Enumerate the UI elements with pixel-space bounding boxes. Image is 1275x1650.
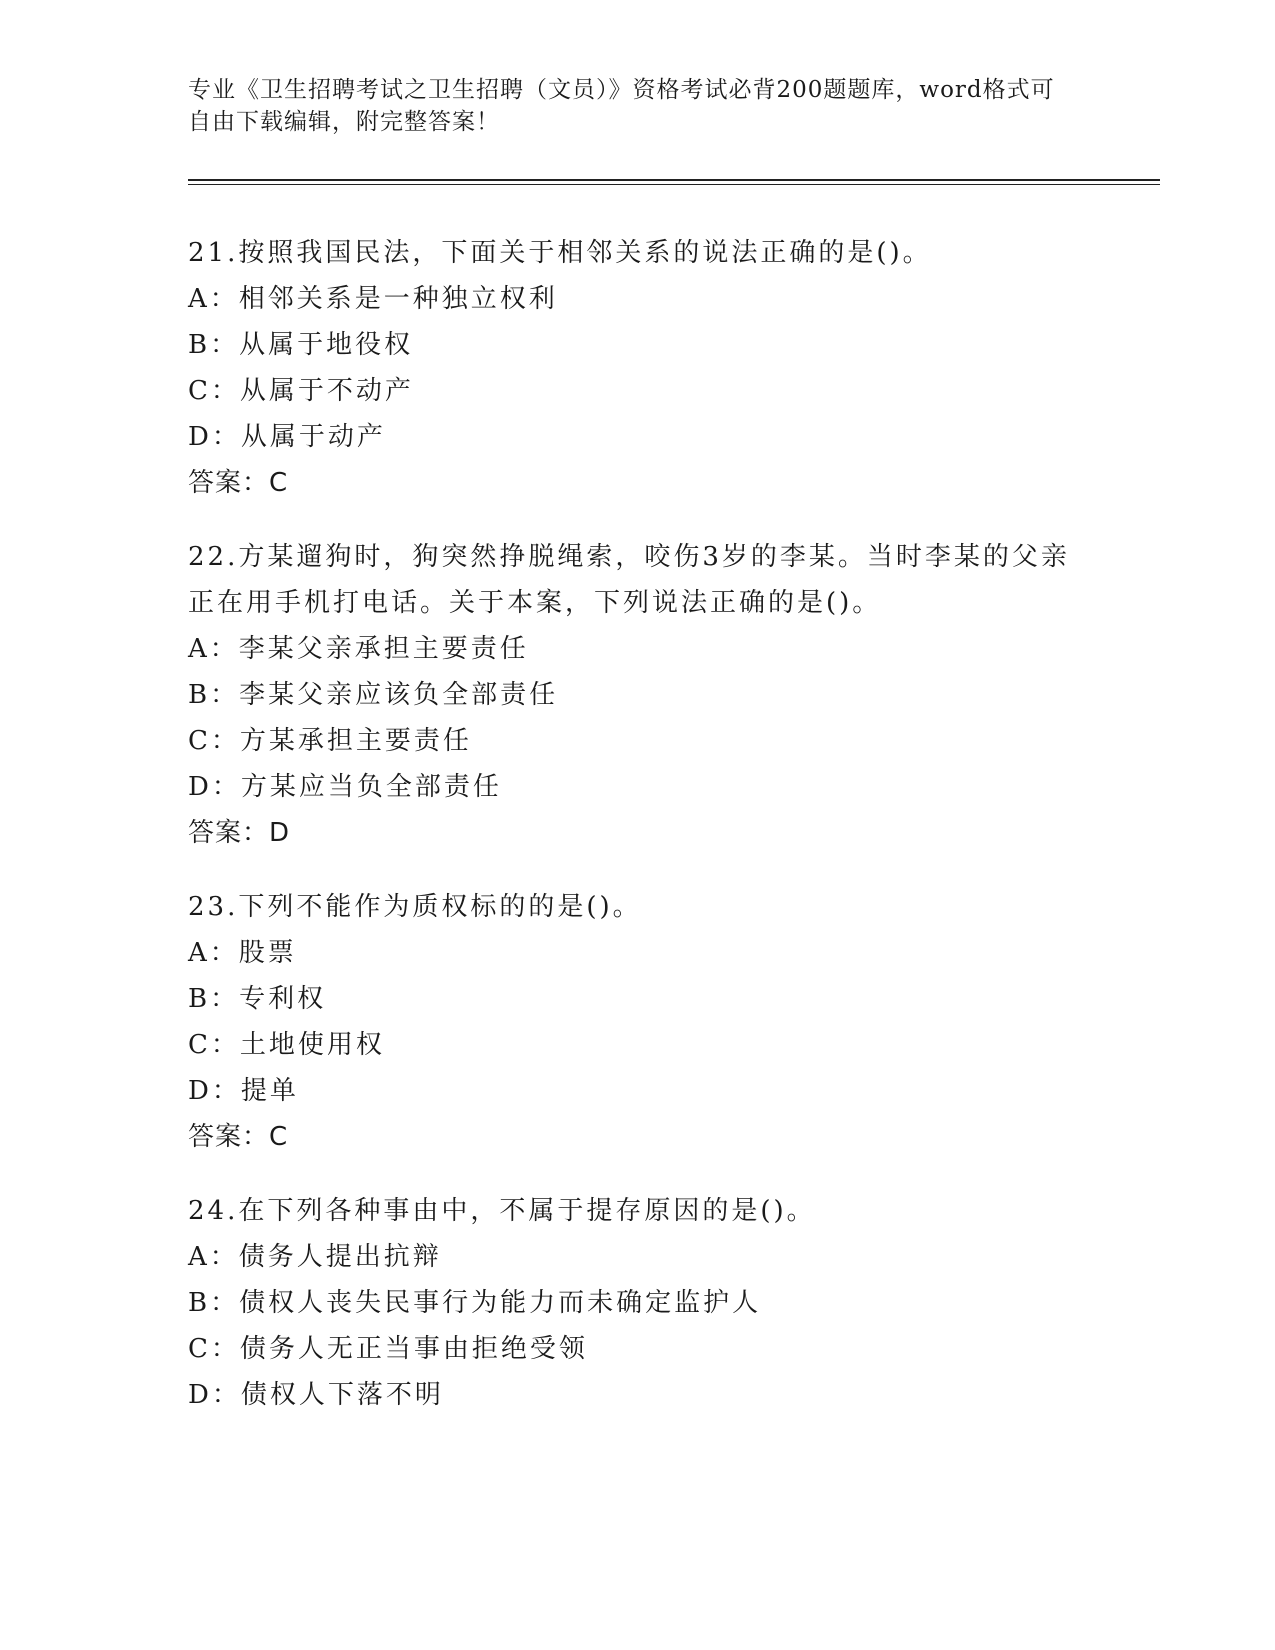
header-rule-thick bbox=[188, 179, 1160, 181]
option-c: C：从属于不动产 bbox=[188, 376, 414, 406]
question-24 bbox=[188, 1188, 1088, 1418]
option-b: B：从属于地役权 bbox=[188, 330, 414, 360]
option-c: C：土地使用权 bbox=[188, 1030, 385, 1060]
question-stem: 22.方某遛狗时，狗突然挣脱绳索，咬伤3岁的李某。当时李某的父亲 正在用手机打电话。关于本案，下列说法正确的是()。 bbox=[188, 542, 1070, 618]
answer-line: 答案：D bbox=[188, 818, 291, 848]
document-header: 专业《卫生招聘考试之卫生招聘（文员）》资格考试必背200题题库，word格式可自由下载编辑，附完整答案！ bbox=[188, 77, 1055, 135]
option-a: A：债务人提出抗辩 bbox=[188, 1242, 442, 1272]
question-list bbox=[188, 230, 1088, 1446]
option-b: B：专利权 bbox=[188, 984, 327, 1014]
option-c: C：方某承担主要责任 bbox=[188, 726, 472, 756]
option-b: B：债权人丧失民事行为能力而未确定监护人 bbox=[188, 1288, 762, 1318]
question-23 bbox=[188, 884, 1088, 1160]
answer-line: 答案：C bbox=[188, 1122, 289, 1152]
option-c: C：债务人无正当事由拒绝受领 bbox=[188, 1334, 588, 1364]
header-rule-thin bbox=[188, 184, 1160, 185]
question-21 bbox=[188, 230, 1088, 506]
option-d: D：提单 bbox=[188, 1076, 299, 1106]
question-stem: 21.按照我国民法，下面关于相邻关系的说法正确的是()。 bbox=[188, 238, 932, 268]
option-d: D：从属于动产 bbox=[188, 422, 386, 452]
question-stem: 24.在下列各种事由中，不属于提存原因的是()。 bbox=[188, 1196, 816, 1226]
question-22 bbox=[188, 534, 1088, 856]
option-d: D：方某应当负全部责任 bbox=[188, 772, 502, 802]
question-stem: 23.下列不能作为质权标的的是()。 bbox=[188, 892, 642, 922]
option-a: A：李某父亲承担主要责任 bbox=[188, 634, 529, 664]
option-d: D：债权人下落不明 bbox=[188, 1380, 444, 1410]
option-a: A：股票 bbox=[188, 938, 297, 968]
answer-line: 答案：C bbox=[188, 468, 289, 498]
option-b: B：李某父亲应该负全部责任 bbox=[188, 680, 559, 710]
option-a: A：相邻关系是一种独立权利 bbox=[188, 284, 558, 314]
